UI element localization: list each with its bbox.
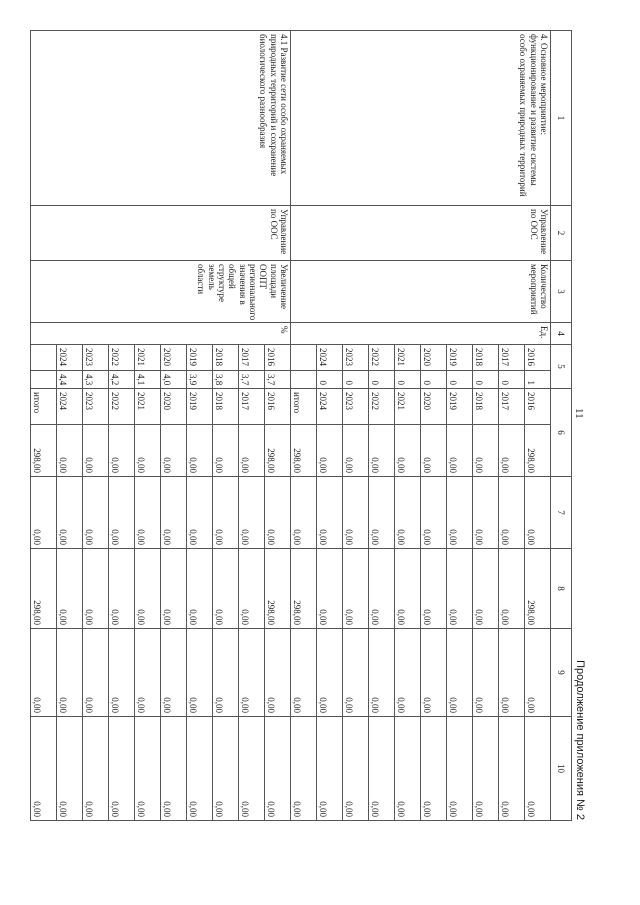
local-cell: 0,00 [187,629,213,717]
indicator-value-cell: 3,7 [265,371,291,389]
indicator-year-cell: 2016 [525,345,551,371]
indicator-value-cell: 1 [525,371,551,389]
local-cell: 0,00 [499,629,525,717]
federal-cell: 0,00 [109,477,135,549]
other-cell: 0,00 [395,717,421,821]
col-header: 1 [551,31,572,206]
total-cell: 0,00 [369,425,395,477]
indicator-year-cell: 2023 [83,345,109,371]
other-cell: 0,00 [473,717,499,821]
other-cell: 0,00 [135,717,161,821]
federal-cell: 0,00 [57,477,83,549]
section-indicator: Количество мероприятий [291,261,551,323]
indicator-value-cell: 4,1 [135,371,161,389]
indicator-year-cell: 2021 [395,345,421,371]
indicator-value-cell: 0 [395,371,421,389]
finance-year-cell: итого [291,389,317,425]
local-cell: 0,00 [57,629,83,717]
total-cell: 0,00 [57,425,83,477]
finance-year-cell: 2018 [473,389,499,425]
total-cell: 0,00 [239,425,265,477]
local-cell: 0,00 [525,629,551,717]
federal-cell: 0,00 [369,477,395,549]
indicator-value-cell: 0 [369,371,395,389]
federal-cell: 0,00 [473,477,499,549]
section-name: 4. Основное мероприятие: функционирование и развитие системы особо охраняемых природных территорий [291,31,551,206]
finance-year-cell: 2024 [57,389,83,425]
total-cell: 298,00 [291,425,317,477]
regional-cell: 0,00 [239,549,265,629]
finance-year-cell: 2022 [109,389,135,425]
federal-cell: 0,00 [161,477,187,549]
federal-cell: 0,00 [291,477,317,549]
total-cell: 0,00 [187,425,213,477]
indicator-year-cell: 2020 [421,345,447,371]
col-header: 6 [551,389,572,477]
local-cell: 0,00 [343,629,369,717]
table-body [31,31,551,821]
col-header: 8 [551,549,572,629]
finance-year-cell: 2023 [343,389,369,425]
regional-cell: 0,00 [317,549,343,629]
federal-cell: 0,00 [265,477,291,549]
local-cell: 0,00 [213,629,239,717]
other-cell: 0,00 [213,717,239,821]
other-cell: 0,00 [369,717,395,821]
indicator-year-cell: 2018 [473,345,499,371]
indicator-value-cell: 3,8 [213,371,239,389]
local-cell: 0,00 [421,629,447,717]
federal-cell: 0,00 [31,477,57,549]
rotated-page [32,30,590,820]
finance-year-cell: 2023 [83,389,109,425]
other-cell: 0,00 [187,717,213,821]
other-cell: 0,00 [447,717,473,821]
federal-cell: 0,00 [525,477,551,549]
indicator-value-cell: 0 [343,371,369,389]
local-cell: 0,00 [317,629,343,717]
total-cell: 0,00 [109,425,135,477]
indicator-value-cell: 3,7 [239,371,265,389]
other-cell: 0,00 [317,717,343,821]
finance-year-cell: 2021 [135,389,161,425]
col-header: 7 [551,477,572,549]
col-header: 2 [551,206,572,261]
indicator-value-cell: 3,9 [187,371,213,389]
table-row [525,31,551,821]
other-cell: 0,00 [161,717,187,821]
regional-cell: 0,00 [473,549,499,629]
local-cell: 0,00 [473,629,499,717]
indicator-year-cell: 2023 [343,345,369,371]
total-cell: 0,00 [343,425,369,477]
finance-year-cell: 2020 [421,389,447,425]
col-header: 3 [551,261,572,323]
regional-cell: 0,00 [421,549,447,629]
finance-year-cell: 2020 [161,389,187,425]
section-executor: Управление по ООС [291,206,551,261]
federal-cell: 0,00 [135,477,161,549]
federal-cell: 0,00 [239,477,265,549]
other-cell: 0,00 [291,717,317,821]
regional-cell: 0,00 [395,549,421,629]
col-header: 5 [551,345,572,389]
finance-year-cell: 2022 [369,389,395,425]
finance-year-cell: 2024 [317,389,343,425]
indicator-year-cell [31,345,57,371]
regional-cell: 298,00 [291,549,317,629]
local-cell: 0,00 [31,629,57,717]
federal-cell: 0,00 [499,477,525,549]
page-number: 11 [573,408,585,419]
finance-year-cell: 2019 [187,389,213,425]
section-executor: Управление по ООС [31,206,291,261]
section-unit: % [31,323,291,345]
indicator-value-cell [291,371,317,389]
other-cell: 0,00 [421,717,447,821]
indicator-year-cell: 2021 [135,345,161,371]
total-cell: 298,00 [525,425,551,477]
finance-year-cell: 2017 [239,389,265,425]
finance-year-cell: 2018 [213,389,239,425]
other-cell: 0,00 [265,717,291,821]
indicator-year-cell [291,345,317,371]
federal-cell: 0,00 [395,477,421,549]
local-cell: 0,00 [265,629,291,717]
col-header: 4 [551,323,572,345]
local-cell: 0,00 [135,629,161,717]
total-cell: 298,00 [265,425,291,477]
local-cell: 0,00 [239,629,265,717]
regional-cell: 0,00 [161,549,187,629]
federal-cell: 0,00 [343,477,369,549]
regional-cell: 0,00 [213,549,239,629]
total-cell: 0,00 [161,425,187,477]
other-cell: 0,00 [31,717,57,821]
local-cell: 0,00 [447,629,473,717]
indicator-value-cell: 0 [421,371,447,389]
total-cell: 0,00 [213,425,239,477]
regional-cell: 298,00 [31,549,57,629]
indicator-year-cell: 2024 [57,345,83,371]
appendix-continuation-note: Продолжение приложения № 2 [574,660,586,820]
finance-year-cell: 2016 [265,389,291,425]
regional-cell: 0,00 [57,549,83,629]
indicator-year-cell: 2016 [265,345,291,371]
finance-year-cell: итого [31,389,57,425]
other-cell: 0,00 [499,717,525,821]
indicator-value-cell: 4,2 [109,371,135,389]
total-cell: 0,00 [421,425,447,477]
total-cell: 298,00 [31,425,57,477]
regional-cell: 0,00 [447,549,473,629]
indicator-value-cell: 4,4 [57,371,83,389]
indicator-value-cell: 0 [447,371,473,389]
section-name: 4.1 Развитие сети особо охраняемых природных территорий и сохранение биологического разнообразия [31,31,291,206]
other-cell: 0,00 [239,717,265,821]
section-indicator: Увеличение площади ООПТ регионального значения в общей структуре земель области [31,261,291,323]
regional-cell: 0,00 [343,549,369,629]
other-cell: 0,00 [57,717,83,821]
total-cell: 0,00 [447,425,473,477]
indicator-year-cell: 2017 [239,345,265,371]
regional-cell: 0,00 [369,549,395,629]
col-header: 9 [551,629,572,717]
program-table [30,30,572,821]
table-row [265,31,291,821]
total-cell: 0,00 [473,425,499,477]
federal-cell: 0,00 [187,477,213,549]
local-cell: 0,00 [395,629,421,717]
total-cell: 0,00 [499,425,525,477]
total-cell: 0,00 [317,425,343,477]
regional-cell: 0,00 [109,549,135,629]
federal-cell: 0,00 [317,477,343,549]
column-number-row [551,31,572,821]
finance-year-cell: 2019 [447,389,473,425]
local-cell: 0,00 [291,629,317,717]
indicator-year-cell: 2019 [187,345,213,371]
indicator-year-cell: 2019 [447,345,473,371]
finance-year-cell: 2021 [395,389,421,425]
other-cell: 0,00 [83,717,109,821]
col-header: 10 [551,717,572,821]
total-cell: 0,00 [395,425,421,477]
indicator-value-cell: 4,3 [83,371,109,389]
section-unit: Ед. [291,323,551,345]
indicator-value-cell: 0 [473,371,499,389]
regional-cell: 298,00 [265,549,291,629]
indicator-value-cell: 0 [499,371,525,389]
indicator-year-cell: 2022 [109,345,135,371]
indicator-value-cell: 4,0 [161,371,187,389]
regional-cell: 0,00 [187,549,213,629]
other-cell: 0,00 [525,717,551,821]
regional-cell: 0,00 [135,549,161,629]
indicator-year-cell: 2017 [499,345,525,371]
other-cell: 0,00 [109,717,135,821]
indicator-value-cell [31,371,57,389]
federal-cell: 0,00 [421,477,447,549]
indicator-year-cell: 2020 [161,345,187,371]
regional-cell: 298,00 [525,549,551,629]
regional-cell: 0,00 [499,549,525,629]
finance-year-cell: 2016 [525,389,551,425]
federal-cell: 0,00 [83,477,109,549]
total-cell: 0,00 [83,425,109,477]
indicator-year-cell: 2018 [213,345,239,371]
local-cell: 0,00 [83,629,109,717]
federal-cell: 0,00 [447,477,473,549]
local-cell: 0,00 [161,629,187,717]
local-cell: 0,00 [109,629,135,717]
federal-cell: 0,00 [213,477,239,549]
total-cell: 0,00 [135,425,161,477]
local-cell: 0,00 [369,629,395,717]
indicator-year-cell: 2022 [369,345,395,371]
indicator-value-cell: 0 [317,371,343,389]
regional-cell: 0,00 [83,549,109,629]
finance-year-cell: 2017 [499,389,525,425]
indicator-year-cell: 2024 [317,345,343,371]
other-cell: 0,00 [343,717,369,821]
